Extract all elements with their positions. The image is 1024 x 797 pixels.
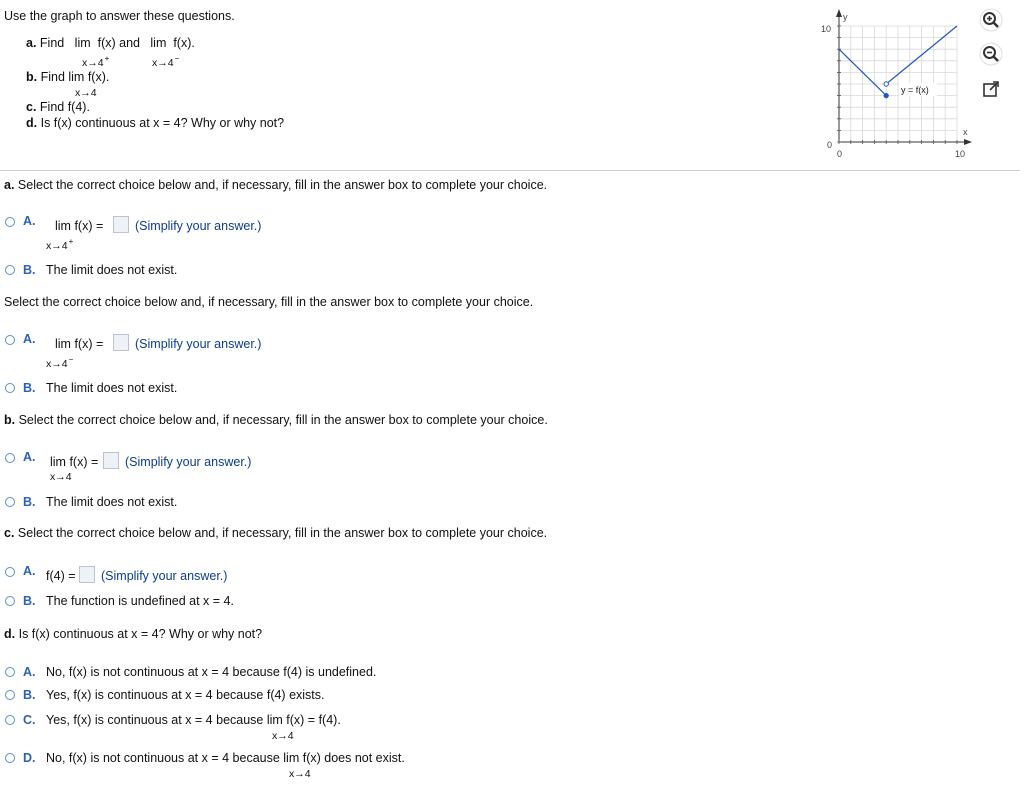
part-d-option-c-letter: C. bbox=[23, 713, 36, 727]
part-a-prompt-2: Select the correct choice below and, if necessary, fill in the answer box to complete your choice. bbox=[4, 295, 534, 309]
y-axis-label: y bbox=[843, 12, 848, 22]
part-a-option-a-hint: (Simplify your answer.) bbox=[135, 219, 262, 233]
part-d-option-b-text: Yes, f(x) is continuous at x = 4 because f(4) exists. bbox=[46, 688, 325, 702]
part-d-option-c-radio[interactable] bbox=[5, 715, 15, 725]
question-b-sub: x→4 bbox=[75, 87, 97, 99]
question-a-letter: a. bbox=[26, 36, 37, 50]
part-b-option-a-lim: lim f(x) = bbox=[50, 455, 99, 469]
part-a2-option-a-lim: lim f(x) = bbox=[55, 337, 104, 351]
part-d-option-d-text: No, f(x) is not continuous at x = 4 because lim f(x) does not exist. bbox=[46, 751, 405, 765]
part-c-option-a-radio[interactable] bbox=[5, 567, 15, 577]
question-a-f2: f(x). bbox=[173, 36, 195, 50]
part-d-option-c-text: Yes, f(x) is continuous at x = 4 because lim f(x) = f(4). bbox=[46, 713, 341, 727]
part-a-option-b-radio[interactable] bbox=[5, 265, 15, 275]
question-a-find: Find bbox=[39, 36, 65, 50]
part-c-option-a-letter: A. bbox=[23, 564, 36, 578]
question-a-f1: f(x) and bbox=[97, 36, 140, 50]
part-d-option-d-letter: D. bbox=[23, 751, 36, 765]
part-c-option-a-text: f(4) = bbox=[46, 569, 76, 583]
part-d-option-b-letter: B. bbox=[23, 688, 36, 702]
question-c: c. Find f(4). bbox=[26, 100, 90, 114]
part-b-option-b-letter: B. bbox=[23, 495, 36, 509]
part-c-option-b-radio[interactable] bbox=[5, 596, 15, 606]
part-d-prompt: d. Is f(x) continuous at x = 4? Why or why not? bbox=[4, 627, 263, 641]
part-b-option-a-hint: (Simplify your answer.) bbox=[125, 455, 252, 469]
curve-label: y = f(x) bbox=[901, 85, 929, 95]
zoom-in-icon[interactable] bbox=[979, 8, 1003, 32]
part-a-option-a-sub: x→4+ bbox=[46, 237, 74, 252]
part-d-option-b-radio[interactable] bbox=[5, 690, 15, 700]
axis-ticks bbox=[837, 26, 957, 144]
instructions-text: Use the graph to answer these questions. bbox=[4, 9, 235, 23]
part-d-option-a-text: No, f(x) is not continuous at x = 4 because f(4) is undefined. bbox=[46, 665, 377, 679]
open-circle-point bbox=[884, 82, 888, 86]
part-a2-option-a-radio[interactable] bbox=[5, 335, 15, 345]
question-a-sub1: x→4+ bbox=[82, 54, 110, 69]
part-d-option-d-sub: x→4 bbox=[289, 768, 311, 780]
zoom-out-icon[interactable] bbox=[979, 42, 1003, 66]
part-a2-option-b-letter: B. bbox=[23, 381, 36, 395]
part-a-option-a-lim: lim f(x) = bbox=[55, 219, 104, 233]
part-a-option-a-radio[interactable] bbox=[5, 217, 15, 227]
part-b-option-b-radio[interactable] bbox=[5, 497, 15, 507]
x-tick-10: 10 bbox=[955, 149, 966, 159]
question-a-lim1: lim bbox=[74, 36, 91, 50]
closed-circle-point bbox=[884, 93, 889, 98]
graph-grid bbox=[839, 26, 957, 142]
part-a-prompt: a. Select the correct choice below and, if necessary, fill in the answer box to complete your choice. bbox=[4, 178, 548, 192]
part-a-left-limit-answer-box[interactable] bbox=[113, 334, 129, 351]
y-axis-arrow bbox=[836, 9, 842, 17]
part-a2-option-a-letter: A. bbox=[23, 332, 36, 346]
question-a-sub2: x→4− bbox=[152, 54, 180, 69]
part-d-option-a-radio[interactable] bbox=[5, 667, 15, 677]
part-a2-option-b-radio[interactable] bbox=[5, 383, 15, 393]
part-a-right-limit-answer-box[interactable] bbox=[113, 216, 129, 233]
part-b-prompt: b. Select the correct choice below and, if necessary, fill in the answer box to complete your choice. bbox=[4, 413, 548, 427]
part-a-option-a-letter: A. bbox=[23, 214, 36, 228]
part-c-prompt: c. Select the correct choice below and, if necessary, fill in the answer box to complete your choice. bbox=[4, 526, 548, 540]
part-c-option-b-text: The function is undefined at x = 4. bbox=[46, 594, 234, 608]
part-a2-option-a-hint: (Simplify your answer.) bbox=[135, 337, 262, 351]
function-graph bbox=[815, 6, 977, 164]
part-b-option-a-radio[interactable] bbox=[5, 453, 15, 463]
part-a-option-b-letter: B. bbox=[23, 263, 36, 277]
section-divider bbox=[0, 170, 1020, 171]
part-a-option-b-text: The limit does not exist. bbox=[46, 263, 178, 277]
x-tick-0: 0 bbox=[837, 149, 843, 159]
part-d-option-a-letter: A. bbox=[23, 665, 36, 679]
open-window-icon[interactable] bbox=[979, 77, 1003, 101]
x-axis-arrow bbox=[964, 139, 972, 145]
question-a bbox=[26, 36, 195, 50]
question-b: b. Find lim f(x). bbox=[26, 70, 110, 84]
x-axis-label: x bbox=[963, 127, 968, 137]
part-c-option-a-hint: (Simplify your answer.) bbox=[101, 569, 228, 583]
part-b-limit-answer-box[interactable] bbox=[103, 452, 119, 469]
question-d: d. Is f(x) continuous at x = 4? Why or why not? bbox=[26, 116, 285, 130]
part-d-option-c-sub: x→4 bbox=[272, 730, 294, 742]
part-b-option-a-letter: A. bbox=[23, 450, 36, 464]
part-c-option-b-letter: B. bbox=[23, 594, 36, 608]
y-tick-10: 10 bbox=[821, 24, 832, 34]
question-a-lim2: lim bbox=[150, 36, 167, 50]
part-c-f4-answer-box[interactable] bbox=[79, 566, 95, 583]
y-tick-0: 0 bbox=[827, 140, 833, 150]
part-d-option-d-radio[interactable] bbox=[5, 753, 15, 763]
part-b-option-b-text: The limit does not exist. bbox=[46, 495, 178, 509]
part-a2-option-b-text: The limit does not exist. bbox=[46, 381, 178, 395]
part-a2-option-a-sub: x→4− bbox=[46, 355, 74, 370]
part-b-option-a-sub: x→4 bbox=[50, 471, 72, 483]
